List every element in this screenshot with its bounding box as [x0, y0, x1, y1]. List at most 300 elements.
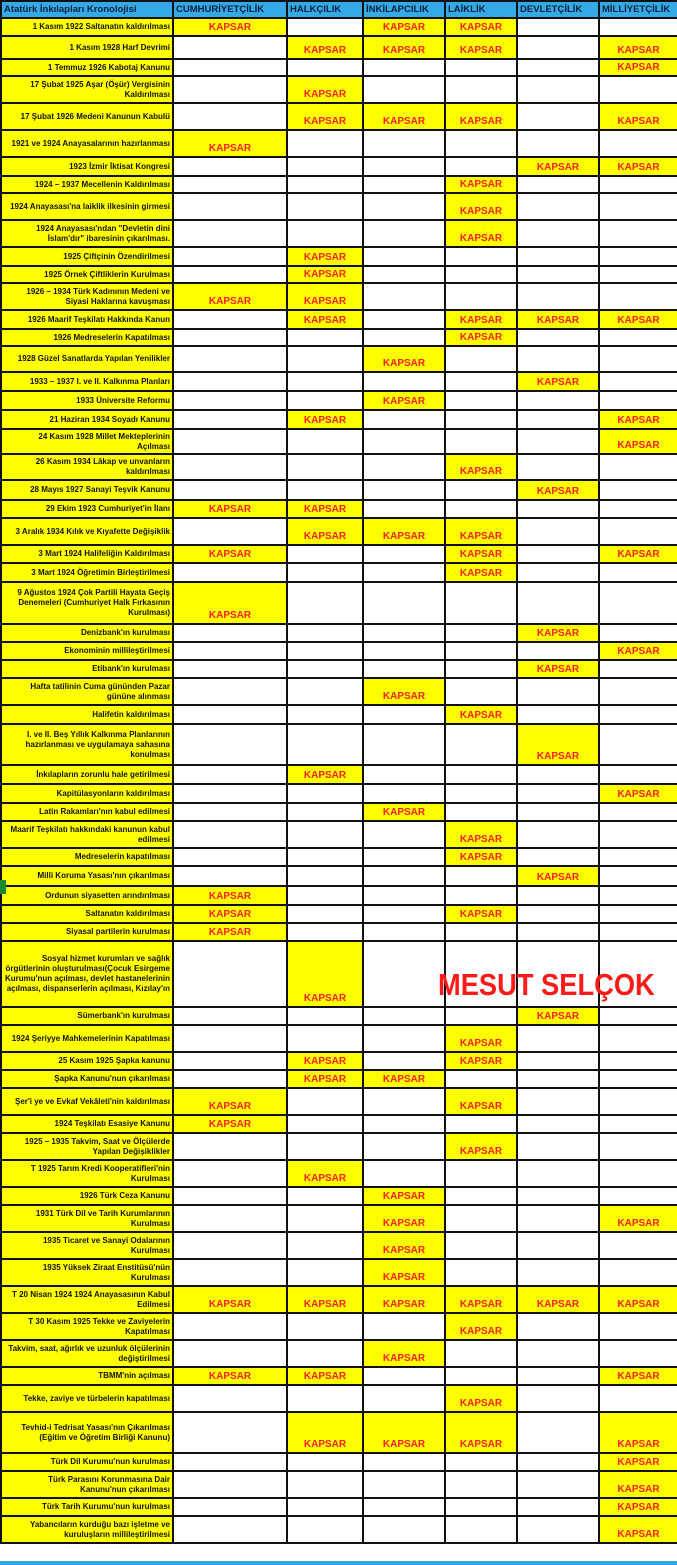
- empty-cell[interactable]: [517, 1516, 599, 1543]
- empty-cell[interactable]: [173, 429, 287, 454]
- kapsar-cell[interactable]: KAPSAR: [517, 480, 599, 500]
- empty-cell[interactable]: [517, 905, 599, 923]
- empty-cell[interactable]: [287, 1516, 363, 1543]
- kapsar-cell[interactable]: KAPSAR: [445, 220, 517, 247]
- empty-cell[interactable]: [599, 176, 677, 193]
- empty-cell[interactable]: [445, 724, 517, 765]
- kapsar-cell[interactable]: KAPSAR: [517, 372, 599, 391]
- empty-cell[interactable]: [363, 905, 445, 923]
- kapsar-cell[interactable]: KAPSAR: [287, 1160, 363, 1187]
- empty-cell[interactable]: [517, 220, 599, 247]
- kapsar-cell[interactable]: KAPSAR: [287, 103, 363, 130]
- empty-cell[interactable]: [599, 705, 677, 724]
- kapsar-cell[interactable]: KAPSAR: [363, 518, 445, 545]
- empty-cell[interactable]: [599, 563, 677, 582]
- kapsar-cell[interactable]: KAPSAR: [287, 1052, 363, 1070]
- empty-cell[interactable]: [287, 59, 363, 76]
- empty-cell[interactable]: [363, 848, 445, 866]
- reform-label[interactable]: 1926 Maarif Teşkilatı Hakkında Kanun: [1, 310, 173, 329]
- empty-cell[interactable]: [173, 1052, 287, 1070]
- empty-cell[interactable]: [599, 1340, 677, 1367]
- kapsar-cell[interactable]: KAPSAR: [287, 283, 363, 310]
- empty-cell[interactable]: [363, 1025, 445, 1052]
- kapsar-cell[interactable]: KAPSAR: [599, 545, 677, 563]
- empty-cell[interactable]: [517, 563, 599, 582]
- kapsar-cell[interactable]: KAPSAR: [287, 1412, 363, 1453]
- empty-cell[interactable]: [287, 193, 363, 220]
- empty-cell[interactable]: [517, 1187, 599, 1205]
- empty-cell[interactable]: [517, 1412, 599, 1453]
- empty-cell[interactable]: [517, 1453, 599, 1471]
- empty-cell[interactable]: [517, 923, 599, 941]
- empty-cell[interactable]: [599, 18, 677, 36]
- empty-cell[interactable]: [287, 1187, 363, 1205]
- kapsar-cell[interactable]: KAPSAR: [363, 1070, 445, 1088]
- empty-cell[interactable]: [173, 454, 287, 480]
- empty-cell[interactable]: [517, 518, 599, 545]
- empty-cell[interactable]: [173, 678, 287, 705]
- empty-cell[interactable]: [517, 1313, 599, 1340]
- empty-cell[interactable]: [287, 391, 363, 410]
- reform-label[interactable]: 1924 Anayasası'ndan "Devletin dini İslam'dır" ibaresinin çıkarılması.: [1, 220, 173, 247]
- empty-cell[interactable]: [363, 1367, 445, 1385]
- kapsar-cell[interactable]: KAPSAR: [287, 1070, 363, 1088]
- empty-cell[interactable]: [599, 821, 677, 848]
- empty-cell[interactable]: [445, 1205, 517, 1232]
- kapsar-cell[interactable]: KAPSAR: [363, 18, 445, 36]
- empty-cell[interactable]: [445, 803, 517, 821]
- reform-label[interactable]: 1926 Türk Ceza Kanunu: [1, 1187, 173, 1205]
- empty-cell[interactable]: [173, 220, 287, 247]
- header-title[interactable]: Atatürk İnkılapları Kronolojisi: [1, 1, 173, 18]
- empty-cell[interactable]: [173, 1259, 287, 1286]
- reform-label[interactable]: 9 Ağustos 1924 Çok Partili Hayata Geçiş Denemeleri (Cumhuriyet Halk Fırkasının Kurulması): [1, 582, 173, 624]
- empty-cell[interactable]: [517, 1259, 599, 1286]
- kapsar-cell[interactable]: KAPSAR: [173, 18, 287, 36]
- empty-cell[interactable]: [287, 1340, 363, 1367]
- reform-label[interactable]: 1931 Türk Dil ve Tarih Kurumlarının Kurulması: [1, 1205, 173, 1232]
- empty-cell[interactable]: [173, 765, 287, 784]
- kapsar-cell[interactable]: KAPSAR: [363, 1412, 445, 1453]
- empty-cell[interactable]: [287, 346, 363, 372]
- empty-cell[interactable]: [287, 1133, 363, 1160]
- kapsar-cell[interactable]: KAPSAR: [287, 765, 363, 784]
- kapsar-cell[interactable]: KAPSAR: [445, 545, 517, 563]
- empty-cell[interactable]: [287, 1313, 363, 1340]
- empty-cell[interactable]: [173, 1205, 287, 1232]
- empty-cell[interactable]: [173, 410, 287, 429]
- empty-cell[interactable]: [363, 157, 445, 176]
- kapsar-cell[interactable]: KAPSAR: [599, 1367, 677, 1385]
- empty-cell[interactable]: [445, 1471, 517, 1498]
- empty-cell[interactable]: [363, 1160, 445, 1187]
- kapsar-cell[interactable]: KAPSAR: [363, 1187, 445, 1205]
- empty-cell[interactable]: [363, 941, 445, 1007]
- empty-cell[interactable]: [445, 1516, 517, 1543]
- empty-cell[interactable]: [517, 36, 599, 59]
- kapsar-cell[interactable]: KAPSAR: [445, 176, 517, 193]
- empty-cell[interactable]: [363, 247, 445, 266]
- empty-cell[interactable]: [173, 518, 287, 545]
- empty-cell[interactable]: [287, 866, 363, 886]
- kapsar-cell[interactable]: KAPSAR: [599, 429, 677, 454]
- kapsar-cell[interactable]: KAPSAR: [599, 784, 677, 803]
- empty-cell[interactable]: [363, 784, 445, 803]
- empty-cell[interactable]: [287, 1471, 363, 1498]
- empty-cell[interactable]: [599, 130, 677, 157]
- empty-cell[interactable]: [599, 1313, 677, 1340]
- kapsar-cell[interactable]: KAPSAR: [517, 660, 599, 678]
- empty-cell[interactable]: [445, 59, 517, 76]
- empty-cell[interactable]: [363, 886, 445, 905]
- kapsar-cell[interactable]: KAPSAR: [287, 1286, 363, 1313]
- empty-cell[interactable]: [363, 76, 445, 103]
- kapsar-cell[interactable]: KAPSAR: [445, 1088, 517, 1115]
- empty-cell[interactable]: [599, 866, 677, 886]
- empty-cell[interactable]: [517, 76, 599, 103]
- kapsar-cell[interactable]: KAPSAR: [445, 329, 517, 346]
- empty-cell[interactable]: [599, 480, 677, 500]
- empty-cell[interactable]: [363, 1115, 445, 1133]
- kapsar-cell[interactable]: KAPSAR: [287, 76, 363, 103]
- empty-cell[interactable]: [445, 76, 517, 103]
- reform-label[interactable]: 1925 – 1935 Takvim, Saat ve Ölçülerde Yapılan Değişiklikler: [1, 1133, 173, 1160]
- empty-cell[interactable]: [173, 193, 287, 220]
- kapsar-cell[interactable]: KAPSAR: [517, 1007, 599, 1025]
- header-devletcilik[interactable]: DEVLETÇİLİK: [517, 1, 599, 18]
- empty-cell[interactable]: [445, 886, 517, 905]
- empty-cell[interactable]: [517, 454, 599, 480]
- empty-cell[interactable]: [363, 563, 445, 582]
- reform-label[interactable]: 1923 İzmir İktisat Kongresi: [1, 157, 173, 176]
- reform-label[interactable]: Tevhid-i Tedrisat Yasası'nın Çıkarılması (Eğitim ve Öğretim Birliği Kanunu): [1, 1412, 173, 1453]
- kapsar-cell[interactable]: KAPSAR: [287, 500, 363, 518]
- empty-cell[interactable]: [287, 329, 363, 346]
- empty-cell[interactable]: [173, 346, 287, 372]
- empty-cell[interactable]: [599, 678, 677, 705]
- kapsar-cell[interactable]: KAPSAR: [599, 1516, 677, 1543]
- kapsar-cell[interactable]: KAPSAR: [173, 545, 287, 563]
- empty-cell[interactable]: [173, 1516, 287, 1543]
- empty-cell[interactable]: [173, 1412, 287, 1453]
- reform-label[interactable]: 1928 Güzel Sanatlarda Yapılan Yenilikler: [1, 346, 173, 372]
- reform-label[interactable]: 1 Kasım 1928 Harf Devrimi: [1, 36, 173, 59]
- kapsar-cell[interactable]: KAPSAR: [363, 678, 445, 705]
- empty-cell[interactable]: [287, 1025, 363, 1052]
- empty-cell[interactable]: [287, 545, 363, 563]
- empty-cell[interactable]: [445, 678, 517, 705]
- empty-cell[interactable]: [363, 1385, 445, 1412]
- empty-cell[interactable]: [363, 642, 445, 660]
- empty-cell[interactable]: [287, 923, 363, 941]
- empty-cell[interactable]: [517, 678, 599, 705]
- reform-label[interactable]: Etibank'ın kurulması: [1, 660, 173, 678]
- kapsar-cell[interactable]: KAPSAR: [445, 1025, 517, 1052]
- empty-cell[interactable]: [173, 1453, 287, 1471]
- reform-label[interactable]: 17 Şubat 1926 Medeni Kanunun Kabulü: [1, 103, 173, 130]
- header-milliyetcilik[interactable]: MİLLİYETÇİLİK: [599, 1, 677, 18]
- empty-cell[interactable]: [599, 220, 677, 247]
- reform-label[interactable]: 1933 – 1937 I. ve II. Kalkınma Planları: [1, 372, 173, 391]
- empty-cell[interactable]: [517, 1340, 599, 1367]
- empty-cell[interactable]: [363, 130, 445, 157]
- kapsar-cell[interactable]: KAPSAR: [445, 821, 517, 848]
- reform-label[interactable]: 28 Mayıs 1927 Sanayi Teşvik Kanunu: [1, 480, 173, 500]
- empty-cell[interactable]: [363, 329, 445, 346]
- empty-cell[interactable]: [173, 59, 287, 76]
- empty-cell[interactable]: [173, 848, 287, 866]
- empty-cell[interactable]: [173, 642, 287, 660]
- reform-label[interactable]: 1926 Medreselerin Kapatılması: [1, 329, 173, 346]
- empty-cell[interactable]: [363, 923, 445, 941]
- empty-cell[interactable]: [363, 1516, 445, 1543]
- empty-cell[interactable]: [599, 886, 677, 905]
- kapsar-cell[interactable]: KAPSAR: [445, 1286, 517, 1313]
- empty-cell[interactable]: [363, 480, 445, 500]
- empty-cell[interactable]: [173, 784, 287, 803]
- kapsar-cell[interactable]: KAPSAR: [517, 157, 599, 176]
- empty-cell[interactable]: [445, 1498, 517, 1516]
- empty-cell[interactable]: [287, 1115, 363, 1133]
- kapsar-cell[interactable]: KAPSAR: [445, 1412, 517, 1453]
- empty-cell[interactable]: [287, 642, 363, 660]
- kapsar-cell[interactable]: KAPSAR: [599, 1286, 677, 1313]
- empty-cell[interactable]: [287, 480, 363, 500]
- kapsar-cell[interactable]: KAPSAR: [363, 1205, 445, 1232]
- kapsar-cell[interactable]: KAPSAR: [363, 1259, 445, 1286]
- empty-cell[interactable]: [287, 848, 363, 866]
- kapsar-cell[interactable]: KAPSAR: [173, 130, 287, 157]
- reform-label[interactable]: Latin Rakamları'nın kabul edilmesi: [1, 803, 173, 821]
- empty-cell[interactable]: [517, 848, 599, 866]
- empty-cell[interactable]: [363, 724, 445, 765]
- empty-cell[interactable]: [363, 176, 445, 193]
- empty-cell[interactable]: [445, 266, 517, 283]
- empty-cell[interactable]: [445, 642, 517, 660]
- reform-label[interactable]: 17 Şubat 1925 Aşar (Öşür) Vergisinin Kaldırılması: [1, 76, 173, 103]
- kapsar-cell[interactable]: KAPSAR: [599, 103, 677, 130]
- kapsar-cell[interactable]: KAPSAR: [173, 1286, 287, 1313]
- kapsar-cell[interactable]: KAPSAR: [363, 346, 445, 372]
- empty-cell[interactable]: [445, 372, 517, 391]
- empty-cell[interactable]: [599, 660, 677, 678]
- empty-cell[interactable]: [173, 176, 287, 193]
- empty-cell[interactable]: [517, 821, 599, 848]
- empty-cell[interactable]: [363, 429, 445, 454]
- kapsar-cell[interactable]: KAPSAR: [445, 848, 517, 866]
- empty-cell[interactable]: [599, 372, 677, 391]
- empty-cell[interactable]: [173, 372, 287, 391]
- empty-cell[interactable]: [287, 1205, 363, 1232]
- reform-label[interactable]: Tekke, zaviye ve türbelerin kapatılması: [1, 1385, 173, 1412]
- kapsar-cell[interactable]: KAPSAR: [287, 1367, 363, 1385]
- empty-cell[interactable]: [445, 247, 517, 266]
- reform-label[interactable]: 1 Temmuz 1926 Kabotaj Kanunu: [1, 59, 173, 76]
- empty-cell[interactable]: [517, 545, 599, 563]
- reform-label[interactable]: Şer'i ye ve Evkaf Vekâleti'nin kaldırılması: [1, 1088, 173, 1115]
- empty-cell[interactable]: [173, 391, 287, 410]
- empty-cell[interactable]: [599, 346, 677, 372]
- empty-cell[interactable]: [517, 329, 599, 346]
- empty-cell[interactable]: [445, 480, 517, 500]
- empty-cell[interactable]: [363, 1133, 445, 1160]
- empty-cell[interactable]: [599, 1160, 677, 1187]
- empty-cell[interactable]: [363, 454, 445, 480]
- empty-cell[interactable]: [517, 642, 599, 660]
- kapsar-cell[interactable]: KAPSAR: [599, 157, 677, 176]
- empty-cell[interactable]: [173, 36, 287, 59]
- empty-cell[interactable]: [363, 1471, 445, 1498]
- empty-cell[interactable]: [445, 157, 517, 176]
- reform-label[interactable]: Kapitülasyonların kaldırılması: [1, 784, 173, 803]
- reform-label[interactable]: Medreselerin kapatılması: [1, 848, 173, 866]
- empty-cell[interactable]: [517, 103, 599, 130]
- empty-cell[interactable]: [363, 59, 445, 76]
- reform-label[interactable]: Ordunun siyasetten arındırılması: [1, 886, 173, 905]
- empty-cell[interactable]: [363, 283, 445, 310]
- kapsar-cell[interactable]: KAPSAR: [287, 518, 363, 545]
- empty-cell[interactable]: [363, 220, 445, 247]
- kapsar-cell[interactable]: KAPSAR: [517, 724, 599, 765]
- kapsar-cell[interactable]: KAPSAR: [287, 941, 363, 1007]
- kapsar-cell[interactable]: KAPSAR: [363, 1232, 445, 1259]
- empty-cell[interactable]: [599, 1259, 677, 1286]
- empty-cell[interactable]: [173, 724, 287, 765]
- kapsar-cell[interactable]: KAPSAR: [445, 18, 517, 36]
- reform-label[interactable]: 3 Aralık 1934 Kılık ve Kıyafette Değişiklik: [1, 518, 173, 545]
- empty-cell[interactable]: [287, 1453, 363, 1471]
- reform-label[interactable]: 1 Kasım 1922 Saltanatın kaldırılması: [1, 18, 173, 36]
- kapsar-cell[interactable]: KAPSAR: [445, 905, 517, 923]
- empty-cell[interactable]: [363, 545, 445, 563]
- reform-label[interactable]: 1926 – 1934 Türk Kadınının Medeni ve Siyasi Haklarına kavuşması: [1, 283, 173, 310]
- kapsar-cell[interactable]: KAPSAR: [599, 1412, 677, 1453]
- empty-cell[interactable]: [599, 518, 677, 545]
- empty-cell[interactable]: [445, 283, 517, 310]
- empty-cell[interactable]: [599, 803, 677, 821]
- reform-label[interactable]: Saltanatın kaldırılması: [1, 905, 173, 923]
- empty-cell[interactable]: [287, 660, 363, 678]
- kapsar-cell[interactable]: KAPSAR: [173, 905, 287, 923]
- reform-label[interactable]: Türk Parasını Korunmasına Dair Kanunu'nun çıkarılması: [1, 1471, 173, 1498]
- header-inkilapcilik[interactable]: İNKİLAPCILIK: [363, 1, 445, 18]
- empty-cell[interactable]: [599, 247, 677, 266]
- empty-cell[interactable]: [173, 1160, 287, 1187]
- kapsar-cell[interactable]: KAPSAR: [599, 310, 677, 329]
- kapsar-cell[interactable]: KAPSAR: [445, 518, 517, 545]
- reform-label[interactable]: Denizbank'ın kurulması: [1, 624, 173, 642]
- empty-cell[interactable]: [173, 157, 287, 176]
- kapsar-cell[interactable]: KAPSAR: [599, 1205, 677, 1232]
- reform-label[interactable]: I. ve II. Beş Yıllık Kalkınma Planlarının hazırlanması ve uygulamaya sahasına konulması: [1, 724, 173, 765]
- empty-cell[interactable]: [363, 660, 445, 678]
- empty-cell[interactable]: [287, 803, 363, 821]
- empty-cell[interactable]: [287, 724, 363, 765]
- empty-cell[interactable]: [445, 346, 517, 372]
- empty-cell[interactable]: [363, 765, 445, 784]
- empty-cell[interactable]: [599, 1133, 677, 1160]
- empty-cell[interactable]: [445, 1367, 517, 1385]
- kapsar-cell[interactable]: KAPSAR: [599, 410, 677, 429]
- kapsar-cell[interactable]: KAPSAR: [173, 1115, 287, 1133]
- empty-cell[interactable]: [173, 1498, 287, 1516]
- reform-label[interactable]: 1924 Teşkilatı Esasiye Kanunu: [1, 1115, 173, 1133]
- empty-cell[interactable]: [173, 1025, 287, 1052]
- kapsar-cell[interactable]: KAPSAR: [363, 1286, 445, 1313]
- empty-cell[interactable]: [445, 130, 517, 157]
- kapsar-cell[interactable]: KAPSAR: [517, 866, 599, 886]
- empty-cell[interactable]: [599, 1070, 677, 1088]
- empty-cell[interactable]: [287, 18, 363, 36]
- empty-cell[interactable]: [599, 848, 677, 866]
- empty-cell[interactable]: [599, 454, 677, 480]
- empty-cell[interactable]: [517, 1471, 599, 1498]
- reform-label[interactable]: Takvim, saat, ağırlık ve uzunluk ölçülerinin değiştirilmesi: [1, 1340, 173, 1367]
- empty-cell[interactable]: [287, 678, 363, 705]
- kapsar-cell[interactable]: KAPSAR: [173, 500, 287, 518]
- kapsar-cell[interactable]: KAPSAR: [173, 582, 287, 624]
- reform-label[interactable]: T 20 Nisan 1924 1924 Anayasasının Kabul Edilmesi: [1, 1286, 173, 1313]
- reform-label[interactable]: 3 Mart 1924 Öğretimin Birleştirilmesi: [1, 563, 173, 582]
- kapsar-cell[interactable]: KAPSAR: [445, 193, 517, 220]
- kapsar-cell[interactable]: KAPSAR: [363, 103, 445, 130]
- empty-cell[interactable]: [363, 866, 445, 886]
- empty-cell[interactable]: [445, 1187, 517, 1205]
- empty-cell[interactable]: [517, 1498, 599, 1516]
- empty-cell[interactable]: [517, 266, 599, 283]
- header-cumhuriyetcilik[interactable]: CUMHURİYETÇİLİK: [173, 1, 287, 18]
- empty-cell[interactable]: [445, 784, 517, 803]
- reform-label[interactable]: 1925 Örnek Çiftliklerin Kurulması: [1, 266, 173, 283]
- empty-cell[interactable]: [445, 1259, 517, 1286]
- reform-label[interactable]: 1921 ve 1924 Anayasalarının hazırlanması: [1, 130, 173, 157]
- reform-label[interactable]: Hafta tatilinin Cuma gününden Pazar gününe alınması: [1, 678, 173, 705]
- kapsar-cell[interactable]: KAPSAR: [445, 103, 517, 130]
- empty-cell[interactable]: [287, 1498, 363, 1516]
- empty-cell[interactable]: [517, 391, 599, 410]
- empty-cell[interactable]: [517, 1115, 599, 1133]
- kapsar-cell[interactable]: KAPSAR: [445, 36, 517, 59]
- empty-cell[interactable]: [173, 1340, 287, 1367]
- empty-cell[interactable]: [173, 1471, 287, 1498]
- empty-cell[interactable]: [173, 866, 287, 886]
- kapsar-cell[interactable]: KAPSAR: [517, 310, 599, 329]
- reform-label[interactable]: 1935 Ticaret ve Sanayi Odalarının Kurulması: [1, 1232, 173, 1259]
- reform-label[interactable]: T 30 Kasım 1925 Tekke ve Zaviyelerin Kapatılması: [1, 1313, 173, 1340]
- empty-cell[interactable]: [517, 500, 599, 518]
- empty-cell[interactable]: [363, 193, 445, 220]
- empty-cell[interactable]: [517, 765, 599, 784]
- empty-cell[interactable]: [363, 310, 445, 329]
- empty-cell[interactable]: [599, 765, 677, 784]
- empty-cell[interactable]: [445, 391, 517, 410]
- empty-cell[interactable]: [173, 310, 287, 329]
- empty-cell[interactable]: [363, 624, 445, 642]
- reform-label[interactable]: 1933 Üniversite Reformu: [1, 391, 173, 410]
- empty-cell[interactable]: [287, 1259, 363, 1286]
- empty-cell[interactable]: [599, 1115, 677, 1133]
- kapsar-cell[interactable]: KAPSAR: [173, 283, 287, 310]
- empty-cell[interactable]: [363, 1007, 445, 1025]
- reform-label[interactable]: Türk Tarih Kurumu'nun kurulması: [1, 1498, 173, 1516]
- empty-cell[interactable]: [173, 1007, 287, 1025]
- empty-cell[interactable]: [287, 905, 363, 923]
- empty-cell[interactable]: [287, 429, 363, 454]
- reform-label[interactable]: İnkılapların zorunlu hale getirilmesi: [1, 765, 173, 784]
- empty-cell[interactable]: [287, 563, 363, 582]
- empty-cell[interactable]: [173, 1133, 287, 1160]
- empty-cell[interactable]: [445, 1007, 517, 1025]
